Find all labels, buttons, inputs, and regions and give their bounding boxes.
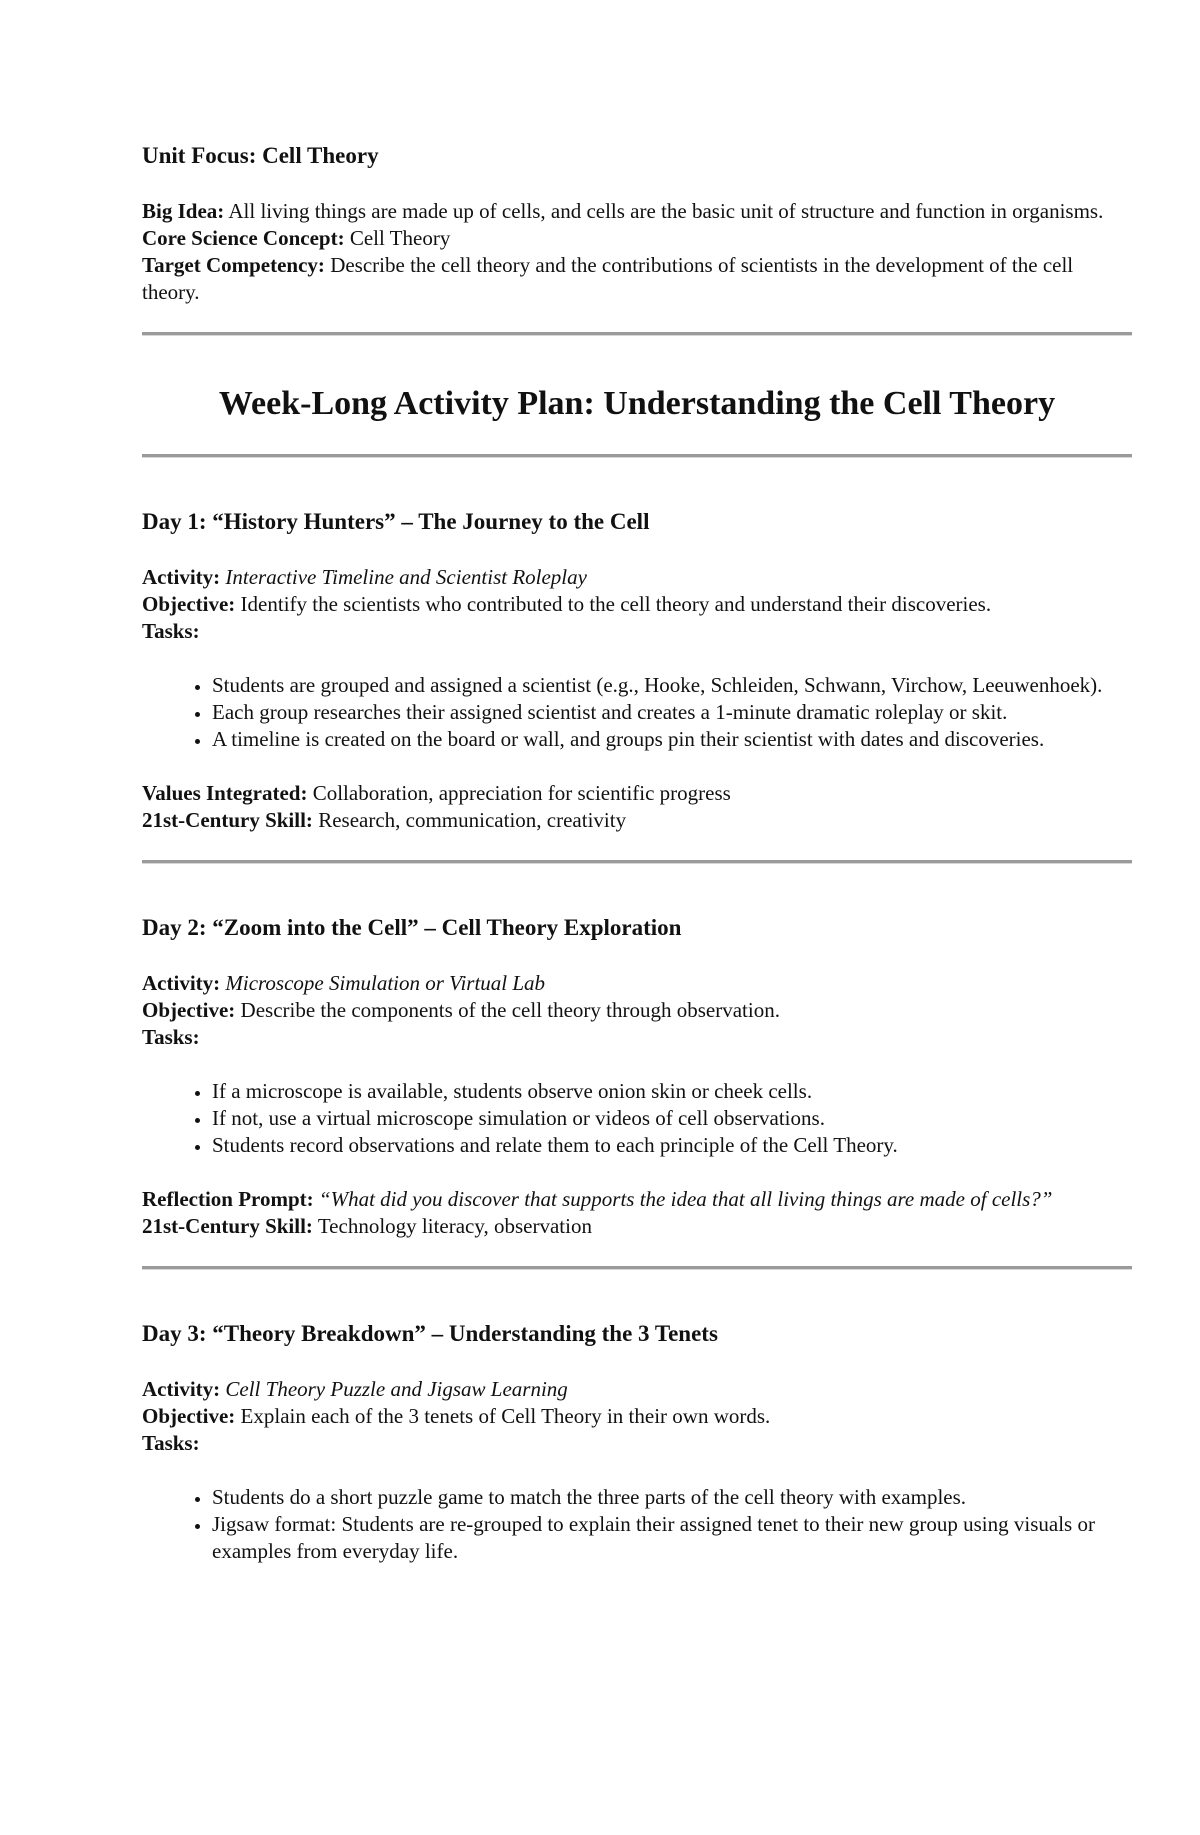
big-idea	[142, 198, 1132, 225]
day3-activity-text: Cell Theory Puzzle and Jigsaw Learning	[225, 1377, 568, 1401]
day1-skill	[142, 807, 1132, 834]
values-label: Values Integrated:	[142, 781, 308, 805]
day2-title: Day 2: “Zoom into the Cell” – Cell Theory Exploration	[142, 915, 682, 940]
page-title: Week-Long Activity Plan: Understanding the Cell Theory	[218, 385, 1056, 422]
day1-activity-text: Interactive Timeline and Scientist Roleplay	[225, 565, 587, 589]
big-idea-label: Big Idea:	[142, 199, 225, 223]
unit-focus-title: Unit Focus: Cell Theory	[142, 143, 379, 168]
reflection-label: Reflection Prompt:	[142, 1187, 314, 1211]
day1-title: Day 1: “History Hunters” – The Journey to the Cell	[142, 509, 650, 534]
day2-skill-text: Technology literacy, observation	[317, 1214, 592, 1238]
day2-reflection-text: “What did you discover that supports the idea that all living things are made of cells?”	[318, 1187, 1053, 1211]
day1-task-list	[142, 672, 1132, 753]
objective-label: Objective:	[142, 998, 236, 1022]
day1-objective-text: Identify the scientists who contributed to the cell theory and understand their discoveries.	[240, 592, 992, 616]
day2-task-list	[142, 1078, 1132, 1159]
core-concept-text: Cell Theory	[349, 226, 451, 250]
day1-skill-text: Research, communication, creativity	[318, 808, 627, 832]
objective-label: Objective:	[142, 1404, 236, 1428]
list-item: • If not, use a virtual microscope simulation or videos of cell observations.	[212, 1105, 1132, 1132]
skill-label: 21st-Century Skill:	[142, 808, 313, 832]
day2-activity-text: Microscope Simulation or Virtual Lab	[225, 971, 546, 995]
big-idea-text: All living things are made up of cells, and cells are the basic unit of structure and function in organisms.	[228, 199, 1104, 223]
list-item: • Students do a short puzzle game to match the three parts of the cell theory with examples.	[212, 1484, 1132, 1511]
activity-label: Activity:	[142, 971, 221, 995]
day3-tasks-label: Tasks:	[142, 1431, 200, 1455]
list-item: • Each group researches their assigned scientist and creates a 1-minute dramatic roleplay or skit.	[212, 699, 1132, 726]
day2-objective	[142, 997, 1132, 1024]
day2-tasks-label: Tasks:	[142, 1025, 200, 1049]
day1-values-text: Collaboration, appreciation for scientific progress	[312, 781, 731, 805]
list-item: • Students are grouped and assigned a scientist (e.g., Hooke, Schleiden, Schwann, Virchow, Leeuwenhoek).	[212, 672, 1132, 699]
target-competency-label: Target Competency:	[142, 253, 325, 277]
divider	[142, 1266, 1132, 1270]
day1-values	[142, 780, 1132, 807]
core-concept-label: Core Science Concept:	[142, 226, 345, 250]
day3-objective	[142, 1403, 1132, 1430]
core-concept	[142, 225, 1132, 252]
list-item: • Students record observations and relate them to each principle of the Cell Theory.	[212, 1132, 1132, 1159]
day3-activity	[142, 1376, 1132, 1403]
objective-label: Objective:	[142, 592, 236, 616]
day3-task-list	[142, 1484, 1132, 1565]
list-item: • A timeline is created on the board or wall, and groups pin their scientist with dates and discoveries.	[212, 726, 1132, 753]
day3-objective-text: Explain each of the 3 tenets of Cell Theory in their own words.	[240, 1404, 771, 1428]
day1-activity	[142, 564, 1132, 591]
day1-tasks-label: Tasks:	[142, 619, 200, 643]
divider	[142, 454, 1132, 458]
day1-objective	[142, 591, 1132, 618]
activity-label: Activity:	[142, 565, 221, 589]
day2-activity	[142, 970, 1132, 997]
target-competency	[142, 252, 1132, 306]
document-content	[142, 142, 1132, 1565]
list-item: • If a microscope is available, students observe onion skin or cheek cells.	[212, 1078, 1132, 1105]
day2-reflection	[142, 1186, 1132, 1213]
skill-label: 21st-Century Skill:	[142, 1214, 313, 1238]
activity-label: Activity:	[142, 1377, 221, 1401]
target-competency-text: Describe the cell theory and the contributions of scientists in the development of the cell theory.	[142, 253, 1074, 304]
day3-title: Day 3: “Theory Breakdown” – Understanding the 3 Tenets	[142, 1321, 718, 1346]
day2-objective-text: Describe the components of the cell theory through observation.	[240, 998, 780, 1022]
divider	[142, 860, 1132, 864]
day2-skill	[142, 1213, 1132, 1240]
divider	[142, 332, 1132, 336]
list-item: • Jigsaw format: Students are re-grouped to explain their assigned tenet to their new group using visuals or examples from everyday life.	[212, 1511, 1132, 1565]
